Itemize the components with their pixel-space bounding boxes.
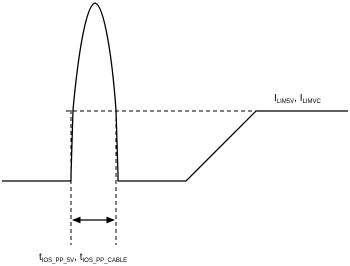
pulse-duration-label: $t_{IOS\_PP\_5V}$, $t_{IOS\_PP\_CABLE}$	[39, 252, 128, 264]
current-limit-label: $I_{LIM5V}$, $I_{LIMVC}$	[274, 93, 321, 105]
current-waveform	[2, 3, 348, 181]
